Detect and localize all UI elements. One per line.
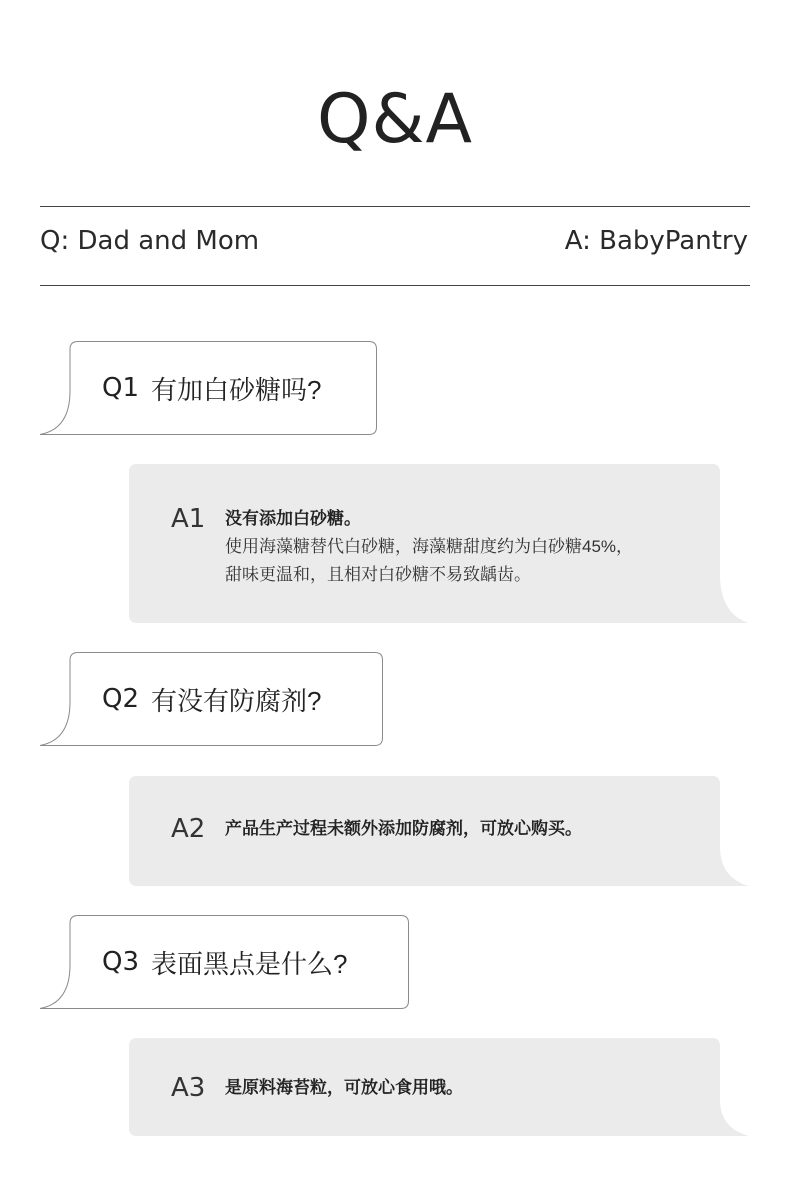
answer-number: A3: [171, 1073, 206, 1103]
question-source-label: Q: Dad and Mom: [40, 226, 260, 256]
question-bubble-3: [40, 915, 409, 1009]
question-bubble-2: [40, 652, 383, 746]
page-title: Q&A: [316, 80, 474, 159]
answer-bubble-1: [129, 464, 749, 623]
question-number: Q2: [102, 684, 140, 714]
answer-title: 是原料海苔粒，可放心食用哦。: [225, 1078, 463, 1097]
question-number: Q3: [102, 947, 140, 977]
question-text: 有加白砂糖吗?: [151, 374, 322, 405]
header-bottom-divider: [40, 285, 750, 286]
question-number: Q1: [102, 373, 140, 403]
answer-source-label: A: BabyPantry: [564, 226, 748, 256]
answer-bubble-3: [129, 1038, 749, 1136]
question-text: 表面黑点是什么?: [151, 948, 348, 979]
answer-bubble-2: [129, 776, 749, 886]
answer-number: A1: [171, 504, 206, 534]
answer-number: A2: [171, 814, 206, 844]
answer-line: 甜味更温和，且相对白砂糖不易致龋齿。: [225, 565, 531, 584]
header-top-divider: [40, 206, 750, 207]
answer-title: 产品生产过程未额外添加防腐剂，可放心购买。: [225, 819, 582, 838]
question-bubble-1: [40, 341, 377, 435]
question-text: 有没有防腐剂?: [151, 685, 322, 716]
answer-title: 没有添加白砂糖。: [225, 509, 361, 528]
answer-line: 使用海藻糖替代白砂糖，海藻糖甜度约为白砂糖45%，: [225, 537, 634, 556]
